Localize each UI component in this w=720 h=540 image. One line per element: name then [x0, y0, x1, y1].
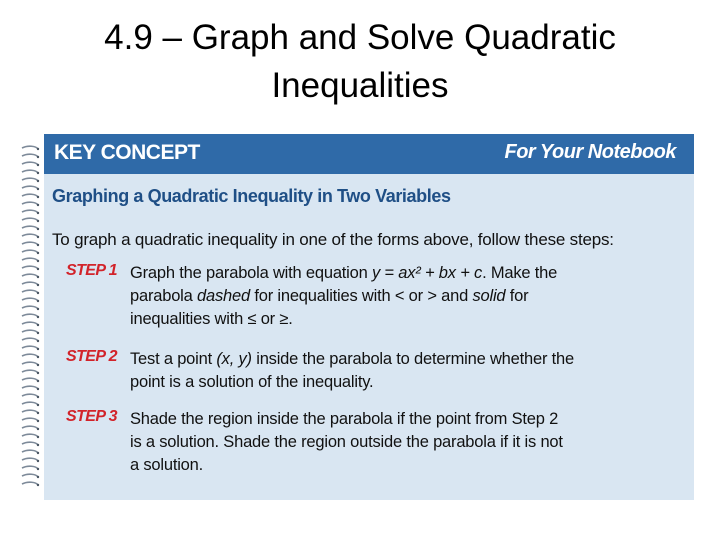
spiral-hole [37, 412, 39, 414]
step-1-line-2 [130, 285, 650, 308]
spiral-hole [37, 420, 39, 422]
spiral-hole [37, 276, 39, 278]
spiral-hole [37, 396, 39, 398]
dashed-term: dashed [197, 287, 250, 305]
spiral-hole [37, 428, 39, 430]
spiral-hole [37, 172, 39, 174]
spiral-ring [22, 394, 38, 397]
spiral-ring [22, 242, 38, 245]
spiral-hole [37, 204, 39, 206]
spiral-ring [22, 322, 38, 325]
step-1-line-3: inequalities with ≤ or ≥. [130, 310, 293, 328]
spiral-ring [22, 290, 38, 293]
spiral-ring [22, 458, 38, 461]
spiral-ring [22, 442, 38, 445]
spiral-ring [22, 330, 38, 333]
spiral-ring [22, 346, 38, 349]
card-body [44, 174, 694, 500]
spiral-ring [22, 482, 38, 485]
step-2-label: STEP 2 [66, 348, 117, 365]
spiral-hole [37, 372, 39, 374]
spiral-hole [37, 380, 39, 382]
spiral-hole [37, 324, 39, 326]
notebook-label: For Your Notebook [504, 141, 676, 163]
spiral-hole [37, 460, 39, 462]
spiral-hole [37, 468, 39, 470]
spiral-hole [37, 268, 39, 270]
spiral-hole [37, 356, 39, 358]
spiral-hole [37, 484, 39, 486]
spiral-ring [22, 154, 38, 157]
parabola-equation: y = ax² + bx + c [372, 264, 483, 282]
spiral-ring [22, 234, 38, 237]
spiral-hole [37, 340, 39, 342]
spiral-hole [37, 284, 39, 286]
spiral-ring [22, 226, 38, 229]
spiral-hole [37, 244, 39, 246]
spiral-hole [37, 436, 39, 438]
spiral-ring [22, 186, 38, 189]
step-1-line-2-b: for inequalities with < or > and [249, 287, 473, 305]
spiral-ring [22, 146, 38, 149]
card-header [44, 134, 694, 174]
spiral-ring [22, 386, 38, 389]
step-1-label: STEP 1 [66, 262, 117, 279]
card-subtitle: Graphing a Quadratic Inequality in Two Variables [52, 186, 451, 206]
spiral-ring [22, 474, 38, 477]
spiral-ring [22, 418, 38, 421]
step-1-line-2-c: for [505, 287, 529, 305]
spiral-hole [37, 148, 39, 150]
spiral-hole [37, 260, 39, 262]
spiral-ring [22, 314, 38, 317]
key-concept-label: KEY CONCEPT [54, 141, 200, 164]
step-2-text [130, 348, 650, 394]
test-point: (x, y) [216, 350, 252, 368]
spiral-ring [22, 410, 38, 413]
spiral-hole [37, 188, 39, 190]
spiral-ring [22, 426, 38, 429]
step-1-line-1 [130, 262, 650, 285]
card-intro: To graph a quadratic inequality in one of the forms above, follow these steps: [52, 230, 614, 249]
slide-title [0, 14, 720, 110]
spiral-ring [22, 258, 38, 261]
spiral-ring [22, 354, 38, 357]
spiral-ring [22, 178, 38, 181]
step-1-line-1-a: Graph the parabola with equation [130, 264, 372, 282]
step-3-text [130, 408, 650, 477]
spiral-hole [37, 388, 39, 390]
step-1-text [130, 262, 650, 331]
spiral-hole [37, 316, 39, 318]
spiral-hole [37, 252, 39, 254]
spiral-ring [22, 378, 38, 381]
step-2-line-1-b: inside the parabola to determine whether the [251, 350, 574, 368]
step-3-label: STEP 3 [66, 408, 117, 425]
spiral-hole [37, 404, 39, 406]
spiral-hole [37, 300, 39, 302]
spiral-hole [37, 332, 39, 334]
spiral-ring [22, 362, 38, 365]
step-2-line-1 [130, 348, 650, 371]
spiral-ring [22, 306, 38, 309]
spiral-hole [37, 292, 39, 294]
spiral-hole [37, 444, 39, 446]
spiral-ring [22, 402, 38, 405]
step-2-line-1-a: Test a point [130, 350, 217, 368]
spiral-ring [22, 250, 38, 253]
spiral-ring [22, 466, 38, 469]
spiral-ring [22, 450, 38, 453]
spiral-hole [37, 348, 39, 350]
spiral-ring [22, 434, 38, 437]
spiral-ring [22, 194, 38, 197]
solid-term: solid [472, 287, 506, 305]
spiral-ring [22, 266, 38, 269]
spiral-hole [37, 236, 39, 238]
step-1-line-2-a: parabola [130, 287, 198, 305]
step-1-line-1-b: . Make the [482, 264, 558, 282]
spiral-hole [37, 364, 39, 366]
spiral-ring [22, 370, 38, 373]
spiral-hole [37, 156, 39, 158]
spiral-hole [37, 212, 39, 214]
step-3-line-3: a solution. [130, 456, 204, 474]
step-2-line-2: point is a solution of the inequality. [130, 373, 374, 391]
spiral-ring [22, 210, 38, 213]
spiral-hole [37, 452, 39, 454]
spiral-ring [22, 218, 38, 221]
slide-title-line-2: Inequalities [271, 66, 449, 105]
spiral-hole [37, 228, 39, 230]
spiral-binding-icon [18, 142, 40, 494]
spiral-hole [37, 180, 39, 182]
spiral-hole [37, 220, 39, 222]
spiral-ring [22, 170, 38, 173]
spiral-ring [22, 162, 38, 165]
spiral-ring [22, 274, 38, 277]
spiral-ring [22, 282, 38, 285]
spiral-hole [37, 196, 39, 198]
spiral-ring [22, 202, 38, 205]
slide-title-line-1: 4.9 – Graph and Solve Quadratic [104, 18, 616, 57]
step-3-line-1: Shade the region inside the parabola if the point from Step 2 [130, 410, 559, 428]
step-3-line-2: is a solution. Shade the region outside the parabola if it is not [130, 433, 563, 451]
spiral-ring [22, 338, 38, 341]
spiral-hole [37, 476, 39, 478]
key-concept-card [18, 134, 694, 500]
spiral-hole [37, 164, 39, 166]
spiral-ring [22, 298, 38, 301]
spiral-hole [37, 308, 39, 310]
